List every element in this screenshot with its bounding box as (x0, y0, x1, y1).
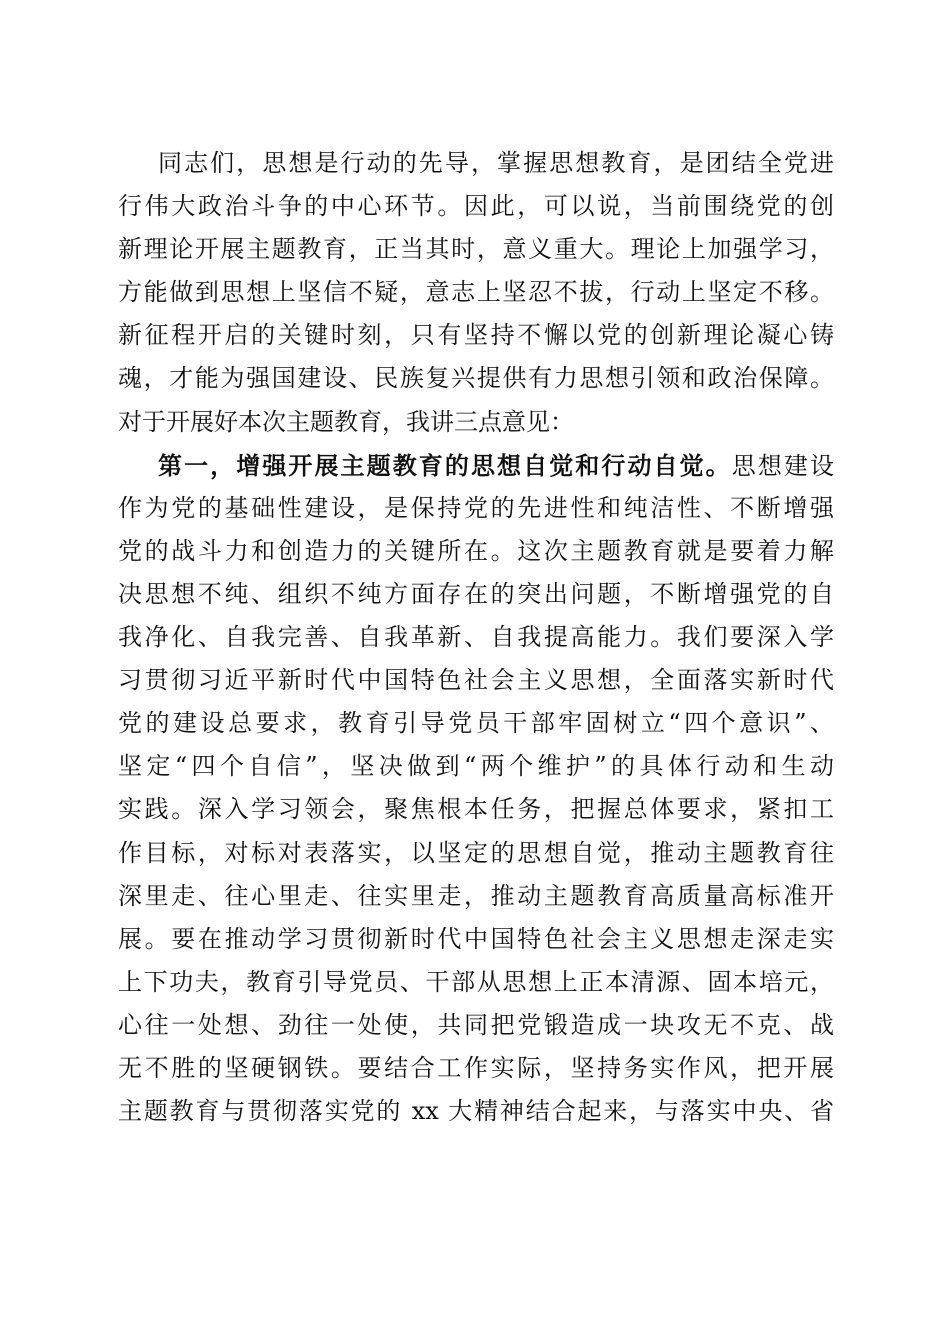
text-line (118, 444, 834, 487)
text-line: 展。要在推动学习贯彻新时代中国特色社会主义思想走深走实 (118, 924, 834, 953)
text-line: 决思想不纯、组织不纯方面存在的突出问题，不断增强党的自 (118, 579, 834, 608)
text-line: 无不胜的坚硬钢铁。要结合工作实际，坚持务实作风，把开展 (118, 1053, 834, 1082)
document-body (118, 142, 834, 1133)
paragraph-point-one (118, 444, 834, 1134)
text-line: 主题教育与贯彻落实党的 xx 大精神结合起来，与落实中央、省 (118, 1097, 834, 1126)
paragraph-opening (118, 142, 834, 444)
text-line: 作目标，对标对表落实，以坚定的思想自觉，推动主题教育往 (118, 838, 834, 867)
text-line: 我净化、自我完善、自我革新、自我提高能力。我们要深入学 (118, 623, 834, 652)
section-heading: 第一，增强开展主题教育的思想自觉和行动自觉。 (158, 450, 732, 480)
text-line: 行伟大政治斗争的中心环节。因此，可以说，当前围绕党的创 (118, 192, 834, 221)
text-line: 魂，才能为强国建设、民族复兴提供有力思想引领和政治保障。 (118, 364, 834, 393)
text-line: 习贯彻习近平新时代中国特色社会主义思想，全面落实新时代 (118, 666, 834, 695)
text-line: 心往一处想、劲往一处使，共同把党锻造成一块攻无不克、战 (118, 1010, 834, 1039)
text-line: 党的建设总要求，教育引导党员干部牢固树立“四个意识”、 (118, 709, 834, 738)
heading-line-rest: 思想建设 (731, 451, 834, 480)
text-line: 坚定“四个自信”，坚决做到“两个维护”的具体行动和生动 (118, 752, 834, 781)
text-line: 对于开展好本次主题教育，我讲三点意见： (118, 407, 574, 436)
text-line: 同志们，思想是行动的先导，掌握思想教育，是团结全党进 (158, 149, 834, 177)
text-line: 党的战斗力和创造力的关键所在。这次主题教育就是要着力解 (118, 536, 834, 565)
text-line: 方能做到思想上坚信不疑，意志上坚忍不拔，行动上坚定不移。 (118, 278, 834, 307)
text-line: 新理论开展主题教育，正当其时，意义重大。理论上加强学习， (118, 235, 834, 264)
text-line: 实践。深入学习领会，聚焦根本任务，把握总体要求，紧扣工 (118, 795, 834, 824)
text-line: 作为党的基础性建设，是保持党的先进性和纯洁性、不断增强 (118, 493, 834, 522)
text-line: 新征程开启的关键时刻，只有坚持不懈以党的创新理论凝心铸 (118, 321, 834, 350)
text-line: 上下功夫，教育引导党员、干部从思想上正本清源、固本培元， (118, 967, 834, 996)
text-line: 深里走、往心里走、往实里走，推动主题教育高质量高标准开 (118, 881, 834, 910)
